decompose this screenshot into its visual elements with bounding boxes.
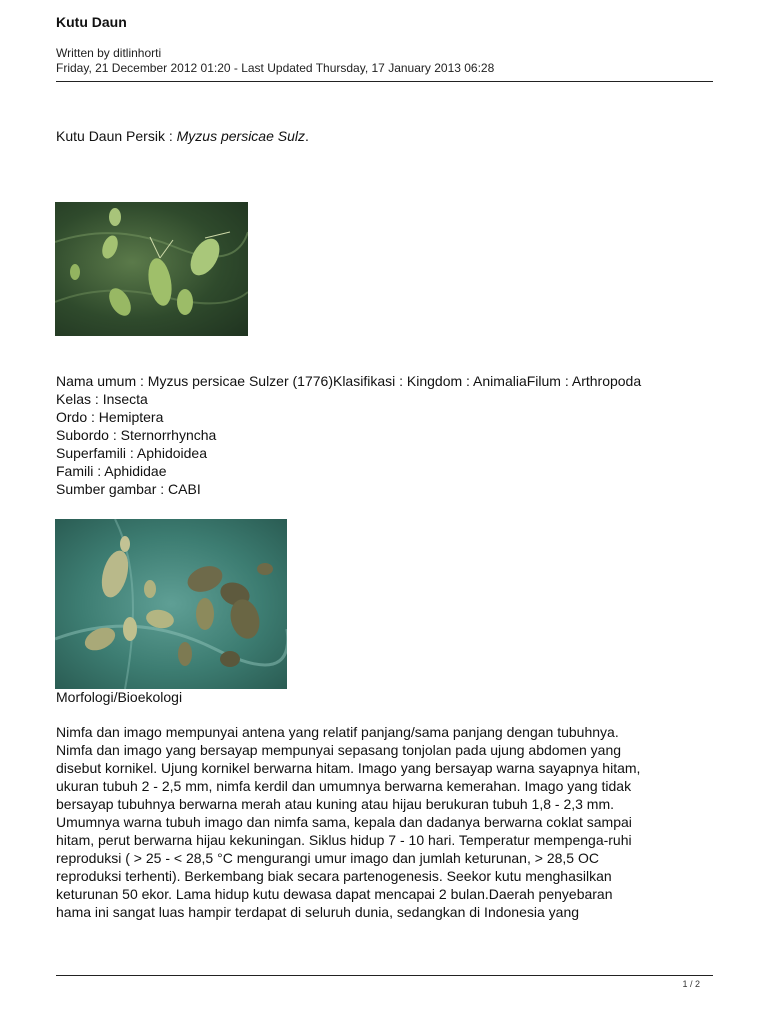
paragraph-line: reproduksi terhenti). Berkembang biak secara partenogenesis. Seekor kutu menghasilkan — [56, 868, 612, 884]
classification-line: Sumber gambar : CABI — [56, 481, 201, 497]
classification-line: Nama umum : Myzus persicae Sulzer (1776)Klasifikasi : Kingdom : AnimaliaFilum : Arthropoda — [56, 373, 642, 389]
date-line: Friday, 21 December 2012 01:20 - Last Updated Thursday, 17 January 2013 06:28 — [56, 61, 495, 75]
classification-line: Kelas : Insecta — [56, 391, 148, 407]
paragraph-line: Nimfa dan imago yang bersayap mempunyai sepasang tonjolan pada ujung abdomen yang — [56, 742, 622, 758]
subtitle-suffix: . — [305, 128, 309, 144]
paragraph-line: bersayap tubuhnya berwarna merah atau kuning atau hijau berukuran tubuh 1,8 - 2,3 mm. — [56, 796, 615, 812]
paragraph-line: Nimfa dan imago mempunyai antena yang relatif panjang/sama panjang dengan tubuhnya. — [56, 724, 619, 740]
article-subtitle — [56, 128, 309, 145]
paragraph-line: hama ini sangat luas hampir terdapat di seluruh dunia, sedangkan di Indonesia yang — [56, 904, 580, 920]
footer-divider — [56, 975, 713, 976]
classification-line: Subordo : Sternorrhyncha — [56, 427, 217, 443]
paragraph-line: hitam, perut berwarna hijau kekuningan. Siklus hidup 7 - 10 hari. Temperatur mempenga-ruhi — [56, 832, 632, 848]
paragraph-line: disebut kornikel. Ujung kornikel berwarna hitam. Imago yang bersayap warna sayapnya hitam, — [56, 760, 641, 776]
paragraph-line: Umumnya warna tubuh imago dan nimfa sama, kepala dan dadanya berwarna coklat sampai — [56, 814, 632, 830]
page-title: Kutu Daun — [56, 14, 127, 30]
article-meta — [56, 46, 494, 76]
paragraph-line: ukuran tubuh 2 - 2,5 mm, nimfa kerdil dan umumnya berwarna kemerahan. Imago yang tidak — [56, 778, 632, 794]
aphid-photo-2 — [55, 519, 287, 689]
subtitle-prefix: Kutu Daun Persik : — [56, 128, 177, 144]
author-line: Written by ditlinhorti — [56, 46, 162, 60]
classification-line: Ordo : Hemiptera — [56, 409, 164, 425]
paragraph-line: reproduksi ( > 25 - < 28,5 °C mengurangi umur imago dan jumlah keturunan, > 28,5 OC — [56, 850, 599, 866]
paragraph-line: keturunan 50 ekor. Lama hidup kutu dewasa dapat mencapai 2 bulan.Daerah penyebaran — [56, 886, 613, 902]
morphology-paragraph — [56, 723, 726, 921]
classification-list — [56, 372, 641, 498]
classification-line: Superfamili : Aphidoidea — [56, 445, 207, 461]
page-number: 1 / 2 — [682, 979, 700, 989]
aphid-photo-1 — [55, 202, 248, 336]
subtitle-species: Myzus persicae Sulz — [176, 128, 306, 144]
header-divider — [56, 81, 713, 82]
classification-line: Famili : Aphididae — [56, 463, 167, 479]
section-heading: Morfologi/Bioekologi — [56, 689, 183, 705]
